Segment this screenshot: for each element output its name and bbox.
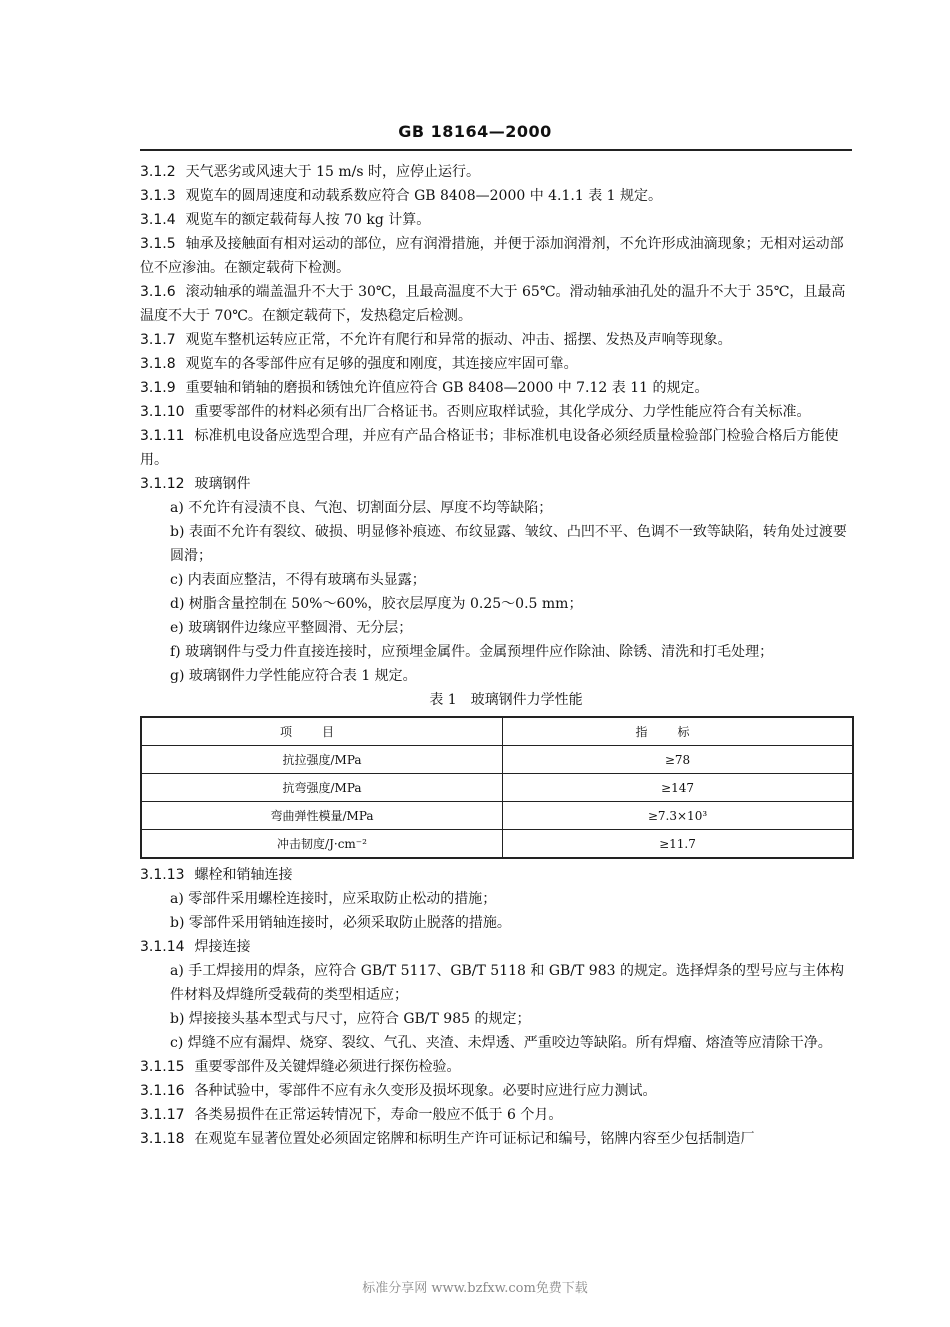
sub-item: b) 零部件采用销轴连接时，必须采取防止脱落的措施。 bbox=[170, 915, 511, 931]
clause-item bbox=[140, 352, 852, 376]
clause-text: 各种试验中，零部件不应有永久变形及损坏现象。必要时应进行应力测试。 bbox=[194, 1083, 657, 1099]
clause-text: 观览车的额定载荷每人按 70 kg 计算。 bbox=[185, 212, 431, 228]
sub-items bbox=[140, 887, 852, 935]
clause-number: 3.1.7 bbox=[140, 332, 176, 348]
clause-item bbox=[140, 424, 852, 472]
clause-text: 重要零部件及关键焊缝必须进行探伤检验。 bbox=[194, 1059, 461, 1075]
table-cell: 弯曲弹性模量/MPa bbox=[141, 802, 503, 830]
sub-item: c) 内表面应整洁，不得有玻璃布头显露； bbox=[170, 572, 426, 588]
clause-list-a bbox=[140, 160, 852, 472]
clause-item bbox=[140, 1103, 852, 1127]
clause-number: 3.1.2 bbox=[140, 164, 176, 180]
table-caption: 表 1 玻璃钢件力学性能 bbox=[429, 692, 583, 708]
column-header-value: 指标 bbox=[503, 717, 854, 746]
clause-item bbox=[140, 1055, 852, 1079]
clause-title: 焊接连接 bbox=[194, 939, 251, 955]
sub-item: a) 手工焊接用的焊条，应符合 GB/T 5117、GB/T 5118 和 GB/T 983 的规定。选择焊条的型号应与主体构件材料及焊缝所受载荷的类型相适应； bbox=[170, 963, 844, 1003]
clause-number: 3.1.13 bbox=[140, 867, 185, 883]
column-header-item: 项目 bbox=[141, 717, 503, 746]
clause-number: 3.1.15 bbox=[140, 1059, 185, 1075]
sub-item: g) 玻璃钢件力学性能应符合表 1 规定。 bbox=[170, 668, 417, 684]
clause-number: 3.1.17 bbox=[140, 1107, 185, 1123]
sub-items bbox=[140, 496, 852, 688]
clause-title: 螺栓和销轴连接 bbox=[194, 867, 293, 883]
clause-text: 观览车的圆周速度和动载系数应符合 GB 8408—2000 中 4.1.1 表 1 规定。 bbox=[185, 188, 663, 204]
header-rule bbox=[140, 149, 852, 151]
clause-item bbox=[140, 400, 852, 424]
clause-list-b bbox=[140, 1055, 852, 1151]
clause-number: 3.1.10 bbox=[140, 404, 185, 420]
watermark-footer: 标准分享网 www.bzfxw.com免费下载 bbox=[362, 1281, 588, 1296]
clause-item bbox=[140, 376, 852, 400]
sub-item: b) 焊接接头基本型式与尺寸，应符合 GB/T 985 的规定； bbox=[170, 1011, 531, 1027]
table-cell: ≥11.7 bbox=[503, 830, 854, 859]
clause-text: 标准机电设备应选型合理，并应有产品合格证书；非标准机电设备必须经质量检验部门检验合格后方能使用。 bbox=[140, 428, 839, 468]
clause-number: 3.1.16 bbox=[140, 1083, 185, 1099]
clause-item bbox=[140, 232, 852, 280]
table-cell: ≥78 bbox=[503, 746, 854, 774]
clause-number: 3.1.4 bbox=[140, 212, 176, 228]
clause-text: 重要零部件的材料必须有出厂合格证书。否则应取样试验，其化学成分、力学性能应符合有关标准。 bbox=[194, 404, 811, 420]
table-row bbox=[141, 802, 853, 830]
sub-items bbox=[140, 959, 852, 1055]
clause-number: 3.1.14 bbox=[140, 939, 185, 955]
table-cell: 抗弯强度/MPa bbox=[141, 774, 503, 802]
clause-number: 3.1.9 bbox=[140, 380, 176, 396]
clause-item bbox=[140, 160, 852, 184]
page-header: GB 18164—2000 bbox=[398, 122, 552, 141]
clause-3-1-13 bbox=[140, 863, 852, 935]
clause-text: 天气恶劣或风速大于 15 m/s 时，应停止运行。 bbox=[185, 164, 480, 180]
clause-title: 玻璃钢件 bbox=[194, 476, 251, 492]
clause-text: 在观览车显著位置处必须固定铭牌和标明生产许可证标记和编号，铭牌内容至少包括制造厂 bbox=[194, 1131, 755, 1147]
clause-item bbox=[140, 1079, 852, 1103]
clause-3-1-12 bbox=[140, 472, 852, 688]
properties-table bbox=[140, 716, 854, 859]
clause-text: 滚动轴承的端盖温升不大于 30℃，且最高温度不大于 65℃。滑动轴承油孔处的温升不大于 35℃，且最高温度不大于 70℃。在额定载荷下，发热稳定后检测。 bbox=[140, 284, 846, 324]
clause-number: 3.1.3 bbox=[140, 188, 176, 204]
clause-number: 3.1.12 bbox=[140, 476, 185, 492]
clause-item bbox=[140, 280, 852, 328]
table-row bbox=[141, 830, 853, 859]
sub-item: e) 玻璃钢件边缘应平整圆滑、无分层； bbox=[170, 620, 413, 636]
sub-item: a) 不允许有浸渍不良、气泡、切割面分层、厚度不均等缺陷； bbox=[170, 500, 553, 516]
clause-text: 重要轴和销轴的磨损和锈蚀允许值应符合 GB 8408—2000 中 7.12 表 11 的规定。 bbox=[185, 380, 709, 396]
table-row bbox=[141, 746, 853, 774]
sub-item: c) 焊缝不应有漏焊、烧穿、裂纹、气孔、夹渣、未焊透、严重咬边等缺陷。所有焊瘤、熔渣等应清除干净。 bbox=[170, 1035, 832, 1051]
clause-text: 观览车整机运转应正常，不允许有爬行和异常的振动、冲击、摇摆、发热及声响等现象。 bbox=[185, 332, 732, 348]
sub-item: f) 玻璃钢件与受力件直接连接时，应预埋金属件。金属预埋件应作除油、除锈、清洗和打毛处理； bbox=[170, 644, 774, 660]
clause-text: 轴承及接触面有相对运动的部位，应有润滑措施，并便于添加润滑剂，不允许形成油滴现象；无相对运动部位不应渗油。在额定载荷下检测。 bbox=[140, 236, 844, 276]
sub-item: b) 表面不允许有裂纹、破损、明显修补痕迹、布纹显露、皱纹、凸凹不平、色调不一致等缺陷，转角处过渡要圆滑； bbox=[170, 524, 847, 564]
table-cell: ≥147 bbox=[503, 774, 854, 802]
clause-text: 观览车的各零部件应有足够的强度和刚度，其连接应牢固可靠。 bbox=[185, 356, 578, 372]
clause-item bbox=[140, 328, 852, 352]
clause-text: 各类易损件在正常运转情况下，寿命一般应不低于 6 个月。 bbox=[194, 1107, 563, 1123]
table-cell: ≥7.3×10³ bbox=[503, 802, 854, 830]
sub-item: d) 树脂含量控制在 50%～60%，胶衣层厚度为 0.25～0.5 mm； bbox=[170, 596, 583, 612]
clause-number: 3.1.11 bbox=[140, 428, 185, 444]
clause-number: 3.1.6 bbox=[140, 284, 176, 300]
table-header-row bbox=[141, 717, 853, 746]
clause-number: 3.1.18 bbox=[140, 1131, 185, 1147]
clause-number: 3.1.8 bbox=[140, 356, 176, 372]
table-cell: 冲击韧度/J·cm⁻² bbox=[141, 830, 503, 859]
clause-item bbox=[140, 184, 852, 208]
clause-3-1-14 bbox=[140, 935, 852, 1055]
clause-number: 3.1.5 bbox=[140, 236, 176, 252]
sub-item: a) 零部件采用螺栓连接时，应采取防止松动的措施； bbox=[170, 891, 497, 907]
table-row bbox=[141, 774, 853, 802]
document-body bbox=[140, 160, 852, 1151]
clause-item bbox=[140, 1127, 852, 1151]
clause-item bbox=[140, 208, 852, 232]
table-cell: 抗拉强度/MPa bbox=[141, 746, 503, 774]
